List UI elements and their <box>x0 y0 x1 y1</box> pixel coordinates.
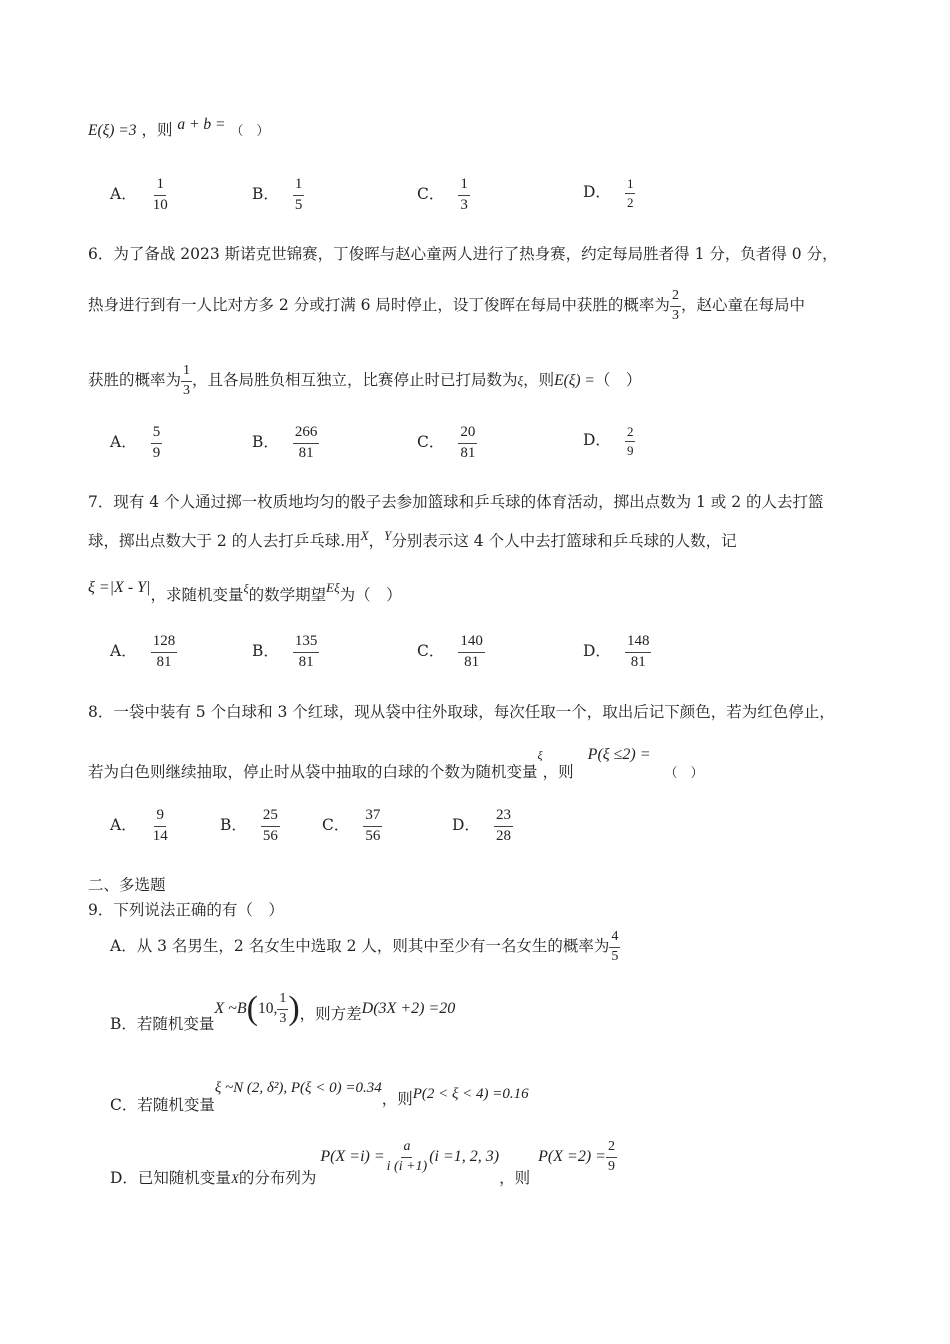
q9-normal-math: ξ ~N (2, δ²), P(ξ < 0) =0.34 <box>214 1080 382 1096</box>
q9-option-c[interactable]: C．若随机变量ξ ~N (2, δ²), P(ξ < 0) =0.34，则P(2 < ξ < 4) =0.16 <box>110 1080 529 1114</box>
q9-result-math: P(2 < ξ < 4) =0.16 <box>412 1086 529 1102</box>
q7-line-1: 7．现有 4 个人通过掷一枚质地均匀的骰子去参加篮球和乒乓球的体育活动，掷出点数为 1 或 2 的人去打篮 <box>88 493 824 511</box>
q8-option-c[interactable]: C． $\frac{37}{56}$ <box>322 807 381 844</box>
q7-option-d[interactable]: D． $\frac{148}{81}$ <box>583 633 650 670</box>
q5-option-c[interactable]: C． $\frac{1}{3}$ <box>417 176 468 213</box>
q8-option-a[interactable]: A． $\frac{9}{14}$ <box>110 807 168 844</box>
q9-distribution-math: P(X =i) = <box>320 1148 385 1166</box>
q9-option-a[interactable]: A．从 3 名男生，2 名女生中选取 2 人，则其中至少有一名女生的概率为 $\frac{4}{5}$ <box>110 929 619 964</box>
q6-ask-math: E(ξ) = <box>554 372 595 390</box>
q6-option-d[interactable]: D． $\frac{2}{9}$ <box>583 424 634 458</box>
q8-line-1: 8．一袋中装有 5 个白球和 3 个红球，现从袋中往外取球，每次任取一个，取出后记下颜色，若为红色停止， <box>88 703 835 721</box>
q5-then-text: ，则 <box>141 121 173 139</box>
q7-option-c[interactable]: C． $\frac{140}{81}$ <box>417 633 483 670</box>
q5-ask-math: a + b = <box>177 116 226 133</box>
q5-option-d[interactable]: D． $\frac{1}{2}$ <box>583 176 634 210</box>
q7-line-3: ξ =|X - Y|，求随机变量ξ的数学期望Eξ为（ ） <box>88 579 402 604</box>
q8-option-b[interactable]: B． $\frac{25}{56}$ <box>220 807 278 844</box>
q9-stem: 9．下列说法正确的有（ ） <box>88 901 284 919</box>
q6-prob2-fraction: $\frac{1}{3}$ <box>183 363 191 398</box>
q6-line-2: 热身进行到有一人比对方多 2 分或打满 6 局时停止，设丁俊晖在每局中获胜的概率为 $\frac{2}{3}$ ，赵心童在每局中 <box>88 288 805 323</box>
q5-answer-paren: （ ） <box>230 124 270 139</box>
q7-definition-math: ξ =|X - Y| <box>88 579 151 596</box>
q5-option-b[interactable]: B． $\frac{1}{5}$ <box>252 176 303 213</box>
q9-variance-math: D(3X +2) =20 <box>361 1000 456 1017</box>
q8-ask-math: P(ξ ≤2) = <box>587 746 651 763</box>
q8-line-2: 若为白色则继续抽取，停止时从袋中抽取的白球的个数为随机变量ξ，则$P(\xi \le 2) =_{( )}$ <box>88 746 704 781</box>
q5-expectation-math: E(ξ) =3 <box>88 122 137 139</box>
q8-option-d[interactable]: D． $\frac{23}{28}$ <box>452 807 511 844</box>
q6-line-3: 获胜的概率为 $\frac{1}{3}$ ，且各局胜负相互独立，比赛停止时已打局数为ξ，则E(ξ) =（ ） <box>88 363 642 398</box>
q6-prob-fraction: $\frac{2}{3}$ <box>671 288 679 323</box>
q6-option-a[interactable]: A． $\frac{5}{9}$ <box>110 424 161 461</box>
q5-option-a[interactable]: A． $\frac{1}{10}$ <box>110 176 168 213</box>
q7-line-2: 球，掷出点数大于 2 的人去打乒乓球.用$^X$，$^Y$分别表示这 4 个人中去打篮球和乒乓球的人数，记 <box>88 528 737 550</box>
q7-option-b[interactable]: B． $\frac{135}{81}$ <box>252 633 318 670</box>
q6-option-b[interactable]: B． $\frac{266}{81}$ <box>252 424 318 461</box>
q6-option-c[interactable]: C． $\frac{20}{81}$ <box>417 424 476 461</box>
q9-option-d[interactable]: D．已知随机变量$_X$的分布列为P(X =i) = $\frac{a}{i (i +1)}$ (i =1, 2, 3)，则P(X =2) = $\frac{2}{9}$ <box>110 1139 615 1188</box>
q7-option-a[interactable]: A． $\frac{128}{81}$ <box>110 633 176 670</box>
q6-line-1: 6．为了备战 2023 斯诺克世锦赛，丁俊晖与赵心童两人进行了热身赛，约定每局胜者得 1 分，负者得 0 分， <box>88 245 838 263</box>
q5-condition-line <box>88 116 269 140</box>
q9-option-b[interactable]: B．若随机变量X ~B(10, $\frac{1}{3}$ )，则方差D(3X +2) =20 <box>110 990 456 1033</box>
section-title-multi-choice: 二、多选题 <box>88 876 166 894</box>
